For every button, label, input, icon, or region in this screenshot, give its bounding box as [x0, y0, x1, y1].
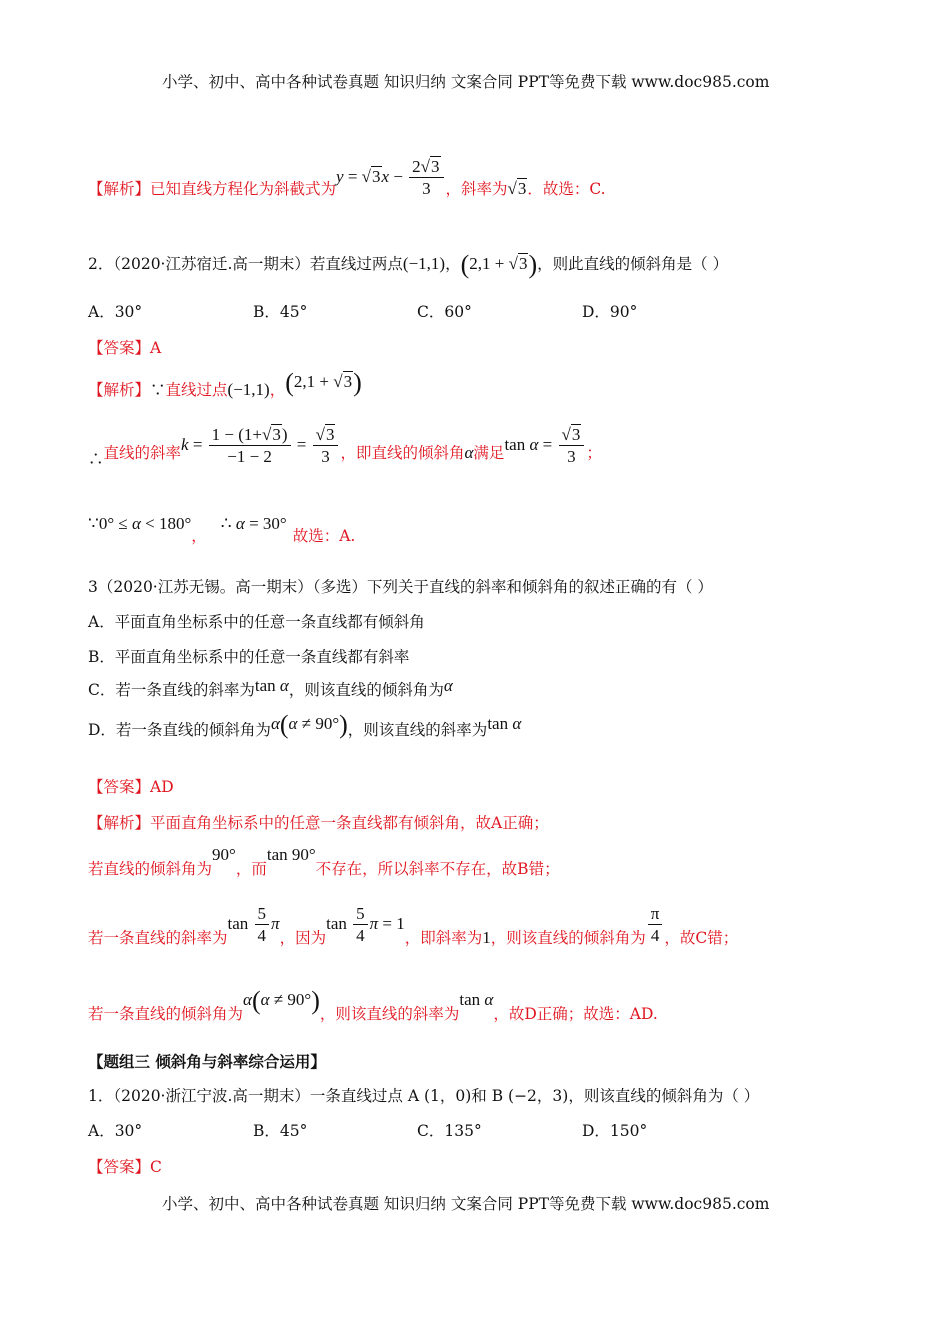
g3-option-d: D．150° [582, 1122, 648, 1140]
q2-stem: 2．（2020·江苏宿迁.高一期末）若直线过两点(−1,1)，(2,1 + √3)，则此直线的倾斜角是（ ） [88, 250, 729, 280]
q2-analysis-line3: ∵0° ≤ α < 180°，∴ α = 30°故选：A. [88, 514, 356, 545]
page-header: 小学、初中、高中各种试卷真题 知识归纳 文案合同 PPT等免费下载 www.doc985.com [162, 73, 770, 91]
q2-option-a: A．30° [88, 303, 143, 321]
point-two: (2,1 + √3) [460, 250, 538, 280]
section-title: 【题组三 倾斜角与斜率综合运用】 [88, 1052, 326, 1071]
q2-option-b: B．45° [253, 303, 308, 321]
g3-option-c: C．135° [417, 1122, 482, 1140]
slope-value: √3 [507, 178, 527, 198]
slope-intercept-formula: y = √3x − $\frac{2√3}{3}$ [336, 167, 445, 186]
q3-analysis-line1: 【解析】平面直角坐标系中的任意一条直线都有倾斜角，故A正确； [88, 814, 549, 832]
q3-option-b: B．平面直角坐标系中的任意一条直线都有斜率 [88, 648, 410, 666]
g3-q1-stem: 1．（2020·浙江宁波.高一期末）一条直线过点 A (1，0)和 B (−2，3)，则该直线的倾斜角为（ ） [88, 1087, 760, 1105]
q2-answer: 【答案】A [88, 339, 162, 357]
q3-answer: 【答案】AD [88, 778, 174, 796]
q3-option-d: D．若一条直线的倾斜角为α(α ≠ 90°)，则该直线的斜率为tan α [88, 710, 522, 740]
g3-option-b: B．45° [253, 1122, 308, 1140]
q2-option-c: C．60° [417, 303, 472, 321]
analysis-label: 【解析】 [88, 179, 151, 198]
q3-stem: 3（2020·江苏无锡。高一期末）（多选）下列关于直线的斜率和倾斜角的叙述正确的有（ ） [88, 578, 713, 596]
slope-calc: k = $\frac{1 - (1+√3)}{-1 - 2}$ = $\frac{√3}{3}$ [181, 435, 340, 454]
q2-analysis-line2: ∴直线的斜率k = $\frac{1 - (1+√3)}{-1 - 2}$ = $\frac{√3}{3}$ ，即直线的倾斜角α满足tan α = $\frac{√3}{3}$ ； [88, 425, 602, 468]
q3-option-a: A．平面直角坐标系中的任意一条直线都有倾斜角 [88, 613, 425, 631]
q3-analysis-line2: 若直线的倾斜角为90°，而tan 90°不存在，所以斜率不存在，故B错； [88, 845, 560, 878]
q3-analysis-line3: 若一条直线的斜率为tan $\frac{5}{4}$ π，因为tan $\frac{5}{4}$ π = 1，即斜率为1，则该直线的倾斜角为 $\frac{\pi}{4}$ ，故C错； [88, 904, 739, 947]
g3-answer: 【答案】C [88, 1158, 162, 1176]
g3-option-a: A．30° [88, 1122, 143, 1140]
page-footer: 小学、初中、高中各种试卷真题 知识归纳 文案合同 PPT等免费下载 www.doc985.com [162, 1195, 770, 1213]
angle-range: ∵0° ≤ α < 180° [88, 514, 192, 533]
q2-analysis-line1: 【解析】∵直线过点(−1,1)，(2,1 + √3) [88, 368, 362, 399]
point-one: (−1,1) [402, 254, 446, 273]
q3-analysis-line4: 若一条直线的倾斜角为α(α ≠ 90°)，则该直线的斜率为tan α，故D正确；故选：AD. [88, 986, 658, 1023]
q3-option-c: C．若一条直线的斜率为tan α，则该直线的倾斜角为α [88, 676, 453, 699]
prev-analysis: 【解析】已知直线方程化为斜截式为y = √3x − $\frac{2√3}{3}$ ，斜率为√3．故选：C. [88, 157, 606, 198]
q2-option-d: D．90° [582, 303, 638, 321]
